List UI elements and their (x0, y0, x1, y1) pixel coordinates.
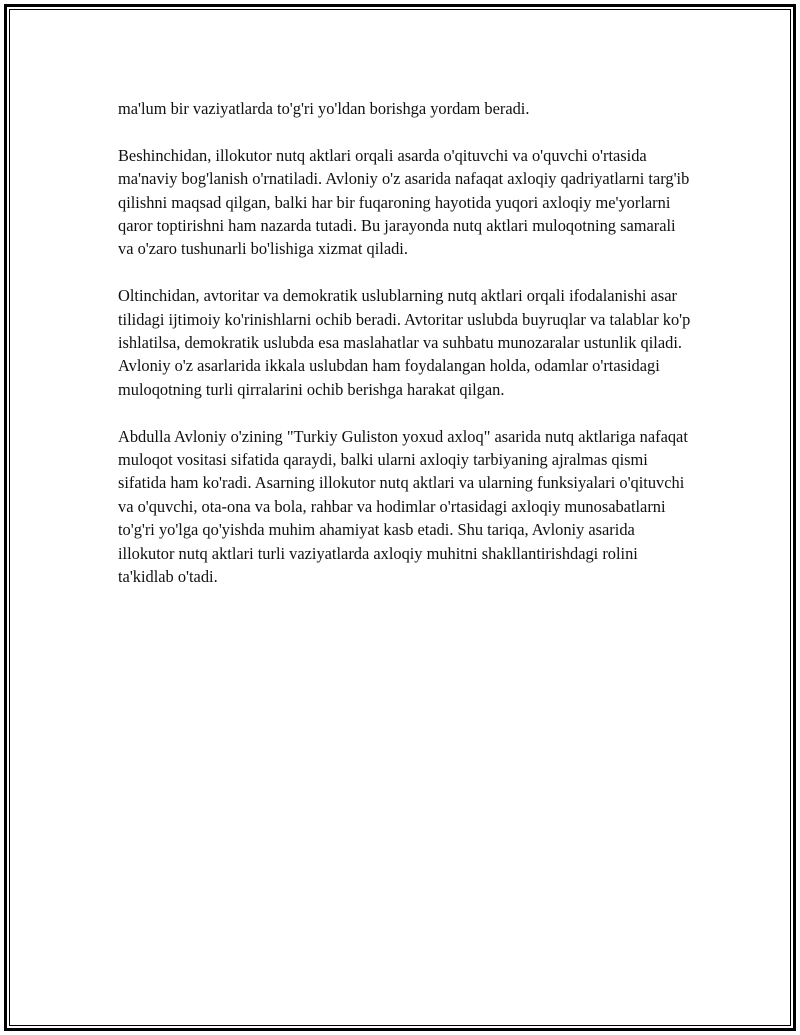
document-body (118, 97, 693, 612)
paragraph-continuation: ma'lum bir vaziyatlarda to'g'ri yo'ldan borishga yordam beradi. (118, 99, 530, 118)
paragraph-conclusion: Abdulla Avloniy o'zining "Turkiy Guliston yoxud axloq" asarida nutq aktlariga nafaqat muloqot vositasi sifatida qaraydi, balki ularni axloqiy tarbiyaning ajralmas qismi sifatida ham ko'radi. Asarning illokutor nutq aktlari va ularning funksiyalari o'qituvchi va o'quvchi, ota-ona va bola, rahbar va hodimlar o'rtasidagi axloqiy munosabatlarni to'g'ri yo'lga qo'yishda muhim ahamiyat kasb etadi. Shu tariqa, Avloniy asarida illokutor nutq aktlari turli vaziyatlarda axloqiy muhitni shakllantirishdagi rolini ta'kidlab o'tadi. (118, 426, 688, 587)
document-page (4, 4, 796, 1031)
paragraph-beshinchidan: Beshinchidan, illokutor nutq aktlari orqali asarda o'qituvchi va o'quvchi o'rtasida ma'naviy bog'lanish o'rnatiladi. Avloniy o'z asarida nafaqat axloqiy qadriyatlarni targ'ib qilishni maqsad qilgan, balki har bir fuqaroning hayotida yuqori axloqiy me'yorlarni qaror toptirishni ham nazarda tutadi. Bu jarayonda nutq aktlari muloqotning samarali va o'zaro tushunarli bo'lishiga xizmat qiladi. (118, 145, 690, 259)
paragraph-oltinchidan: Oltinchidan, avtoritar va demokratik uslublarning nutq aktlari orqali ifodalanishi asar tilidagi ijtimoiy ko'rinishlarni ochib beradi. Avtoritar uslubda buyruqlar va talablar ko'p ishlatilsa, demokratik uslubda esa maslahatlar va suhbatu munozaralar ustunlik qiladi. Avloniy o'z asarlarida ikkala uslubdan ham foydalangan holda, odamlar o'rtasidagi muloqotning turli qirralarini ochib berishga harakat qilgan. (118, 286, 691, 399)
